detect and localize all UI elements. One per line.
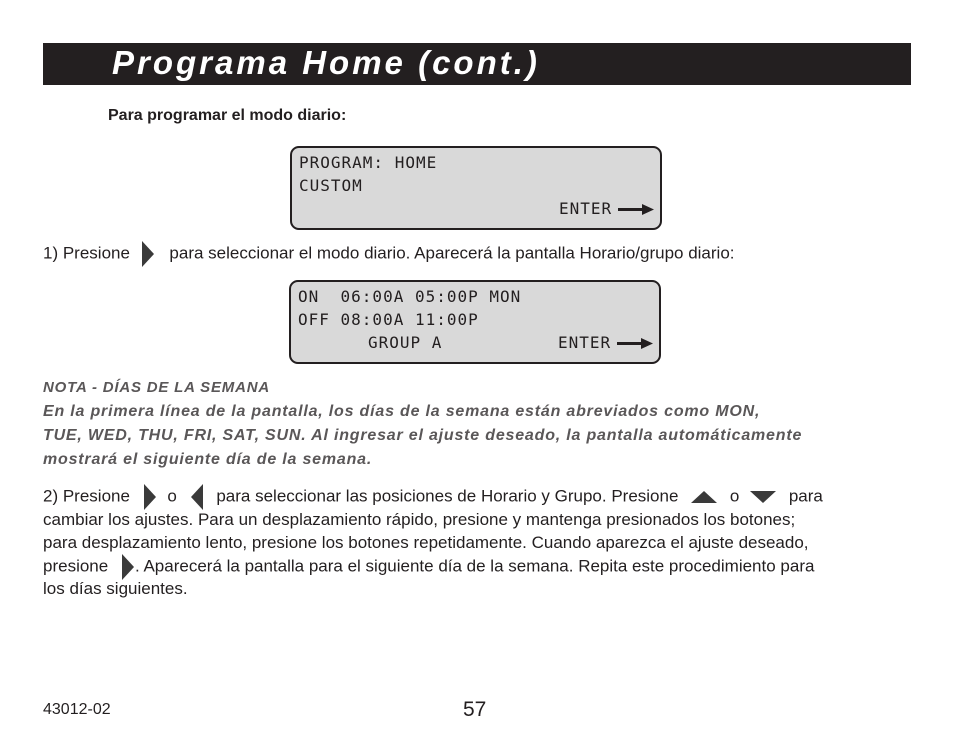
- lcd-group-label: GROUP A: [368, 333, 443, 352]
- header-bar: [43, 43, 911, 85]
- right-button-icon: [141, 241, 155, 267]
- lcd-display-program: [290, 146, 662, 230]
- step-2-line-2: cambiar los ajustes. Para un desplazamiento rápido, presione y mantenga presionados los botones;: [43, 510, 796, 529]
- lcd-line-2: OFF 08:00A 11:00P: [298, 310, 479, 329]
- up-button-icon: [691, 490, 717, 504]
- step-2-l4-prefix: presione: [43, 556, 109, 576]
- left-button-icon: [190, 484, 204, 510]
- note-title: NOTA - DÍAS DE LA SEMANA: [43, 379, 270, 396]
- right-arrow-icon: [617, 338, 653, 349]
- lcd-enter-indicator: [558, 333, 611, 353]
- lcd-display-schedule: [289, 280, 661, 364]
- step-1-text: para seleccionar el modo diario. Aparecerá la pantalla Horario/grupo diario:: [169, 243, 735, 263]
- lcd-enter-label: ENTER: [559, 199, 613, 218]
- step-2-line-1: [43, 484, 823, 510]
- lcd-line-1: PROGRAM: HOME: [299, 153, 438, 172]
- step-2-prefix: 2) Presione: [43, 486, 130, 506]
- right-arrow-icon: [618, 204, 654, 215]
- step-2-or-1: o: [167, 486, 177, 506]
- note-line-1: En la primera línea de la pantalla, los días de la semana están abreviados como MON,: [43, 403, 761, 420]
- step-1-prefix: 1) Presione: [43, 243, 130, 263]
- step-1-paragraph: [43, 241, 735, 267]
- page-title: Programa Home (cont.): [112, 44, 540, 81]
- lcd-enter-label: ENTER: [558, 333, 612, 352]
- note-line-3: mostrará el siguiente día de la semana.: [43, 451, 373, 468]
- right-button-icon: [143, 484, 157, 510]
- step-2-l4-suffix: . Aparecerá la pantalla para el siguiente día de la semana. Repita este procedimiento para: [134, 556, 815, 576]
- note-line-2: TUE, WED, THU, FRI, SAT, SUN. Al ingresar el ajuste deseado, la pantalla automáticamente: [43, 427, 803, 444]
- down-button-icon: [750, 490, 776, 504]
- step-2-or-2: o: [729, 486, 740, 506]
- lcd-enter-indicator: [559, 199, 612, 219]
- document-code: 43012-02: [43, 701, 111, 718]
- step-2-mid: para seleccionar las posiciones de Horario y Grupo. Presione: [216, 486, 679, 506]
- step-2-line-3: para desplazamiento lento, presione los botones repetidamente. Cuando aparezca el ajuste deseado,: [43, 533, 809, 552]
- step-2-line-5: los días siguientes.: [43, 579, 188, 598]
- lcd-line-1: ON 06:00A 05:00P MON: [298, 287, 522, 306]
- lcd-line-2: CUSTOM: [299, 176, 363, 195]
- section-subheading: Para programar el modo diario:: [108, 107, 347, 124]
- step-2-end: para: [788, 486, 823, 506]
- page-number: 57: [463, 698, 487, 721]
